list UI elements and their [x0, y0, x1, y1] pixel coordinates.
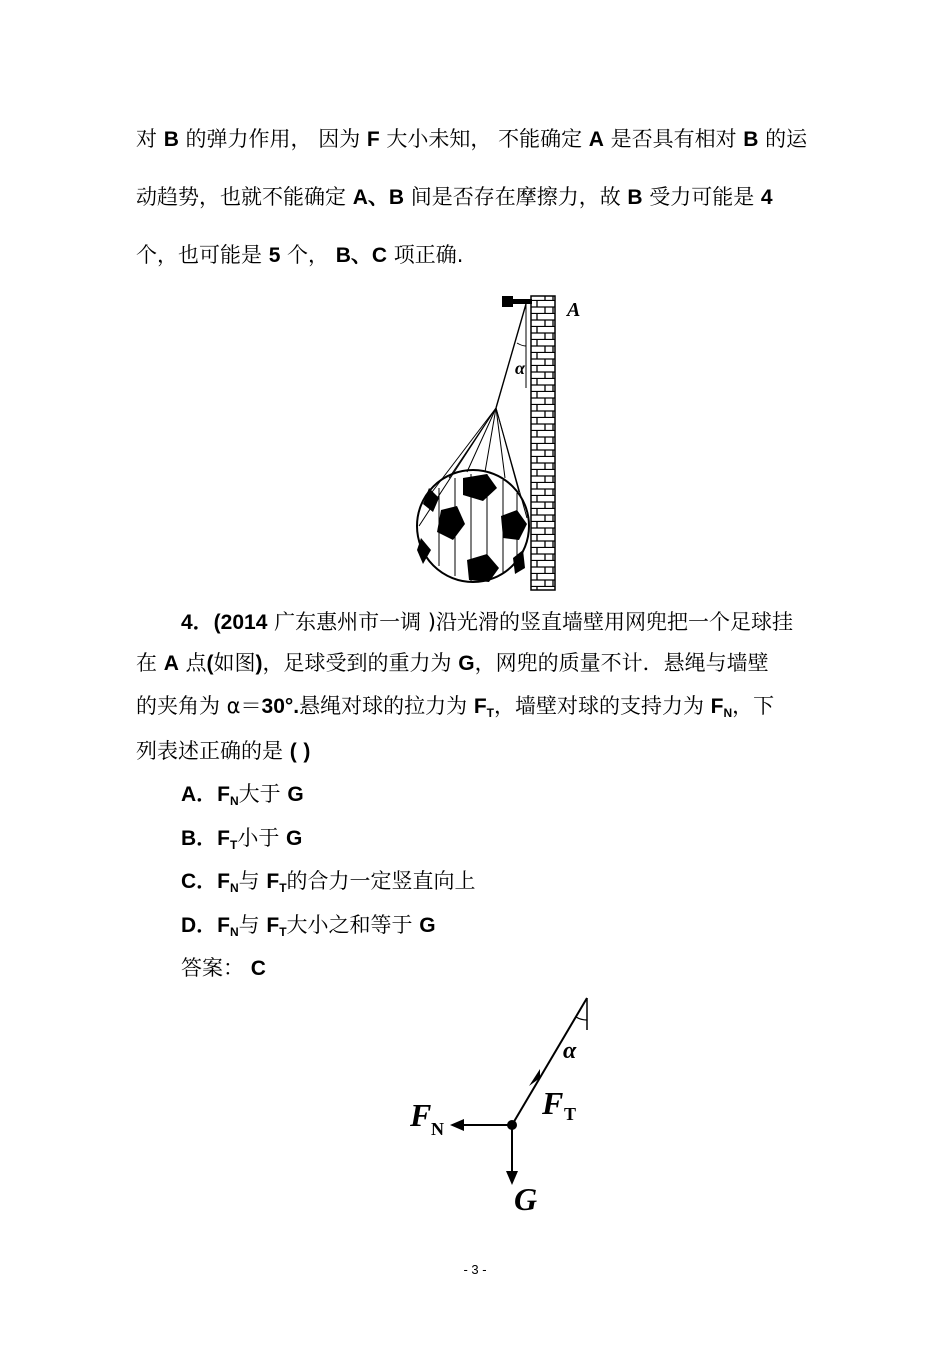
- label-ft: F: [542, 1085, 564, 1121]
- option-c: C．$F_N$与 $F_T$的合力一定竖直向上: [181, 869, 476, 895]
- label-ft-sub: T: [564, 1104, 577, 1124]
- label-fn-sub: N: [431, 1119, 444, 1139]
- force-diagram: [400, 990, 600, 1220]
- brick-wall: [531, 296, 555, 590]
- option-d: D．$F_N$与 $F_T$大小之和等于 G: [181, 913, 436, 939]
- option-a: A．$F_N$大于 G: [181, 782, 304, 808]
- fn-arrowhead: [450, 1119, 464, 1131]
- football: [417, 470, 529, 582]
- alpha-arc: [517, 343, 526, 346]
- label-g: G: [514, 1181, 538, 1217]
- alpha-arc-fig2: [576, 1017, 587, 1020]
- page-number: - 3 -: [463, 1262, 487, 1277]
- label-alpha-fig1: α: [515, 358, 525, 378]
- q4-line-3: 的夹角为 α＝30°.悬绳对球的拉力为 $F_T$，墙壁对球的支持力为 $F_N$，下: [136, 694, 775, 720]
- answer-line: 答案： C: [181, 956, 266, 980]
- hook-bracket: [502, 296, 532, 307]
- q4-line-4: 列表述正确的是 ( ): [136, 739, 311, 763]
- football-wall-figure: [405, 288, 605, 593]
- ft-arrowhead: [529, 1069, 540, 1086]
- label-alpha-fig2: α: [563, 1038, 577, 1064]
- rope: [496, 304, 526, 408]
- label-A: A: [567, 299, 581, 321]
- q4-line-1: 4．(2014 广东惠州市一调 )沿光滑的竖直墙壁用网兜把一个足球挂: [181, 610, 793, 634]
- label-fn: F: [410, 1097, 432, 1133]
- q4-line-2: 在 A 点(如图)，足球受到的重力为 G，网兜的质量不计．悬绳与墙壁: [136, 651, 769, 675]
- prev-line-3: 个，也可能是 5 个， B、C 项正确.: [136, 243, 464, 267]
- ball-center-dot: [507, 1120, 517, 1130]
- option-b: B．$F_T$小于 G: [181, 826, 303, 852]
- prev-line-1: 对 B 的弹力作用， 因为 F 大小未知， 不能确定 A 是否具有相对 B 的运: [136, 127, 808, 151]
- prev-line-2: 动趋势，也就不能确定 A、B 间是否存在摩擦力，故 B 受力可能是 4: [136, 185, 773, 209]
